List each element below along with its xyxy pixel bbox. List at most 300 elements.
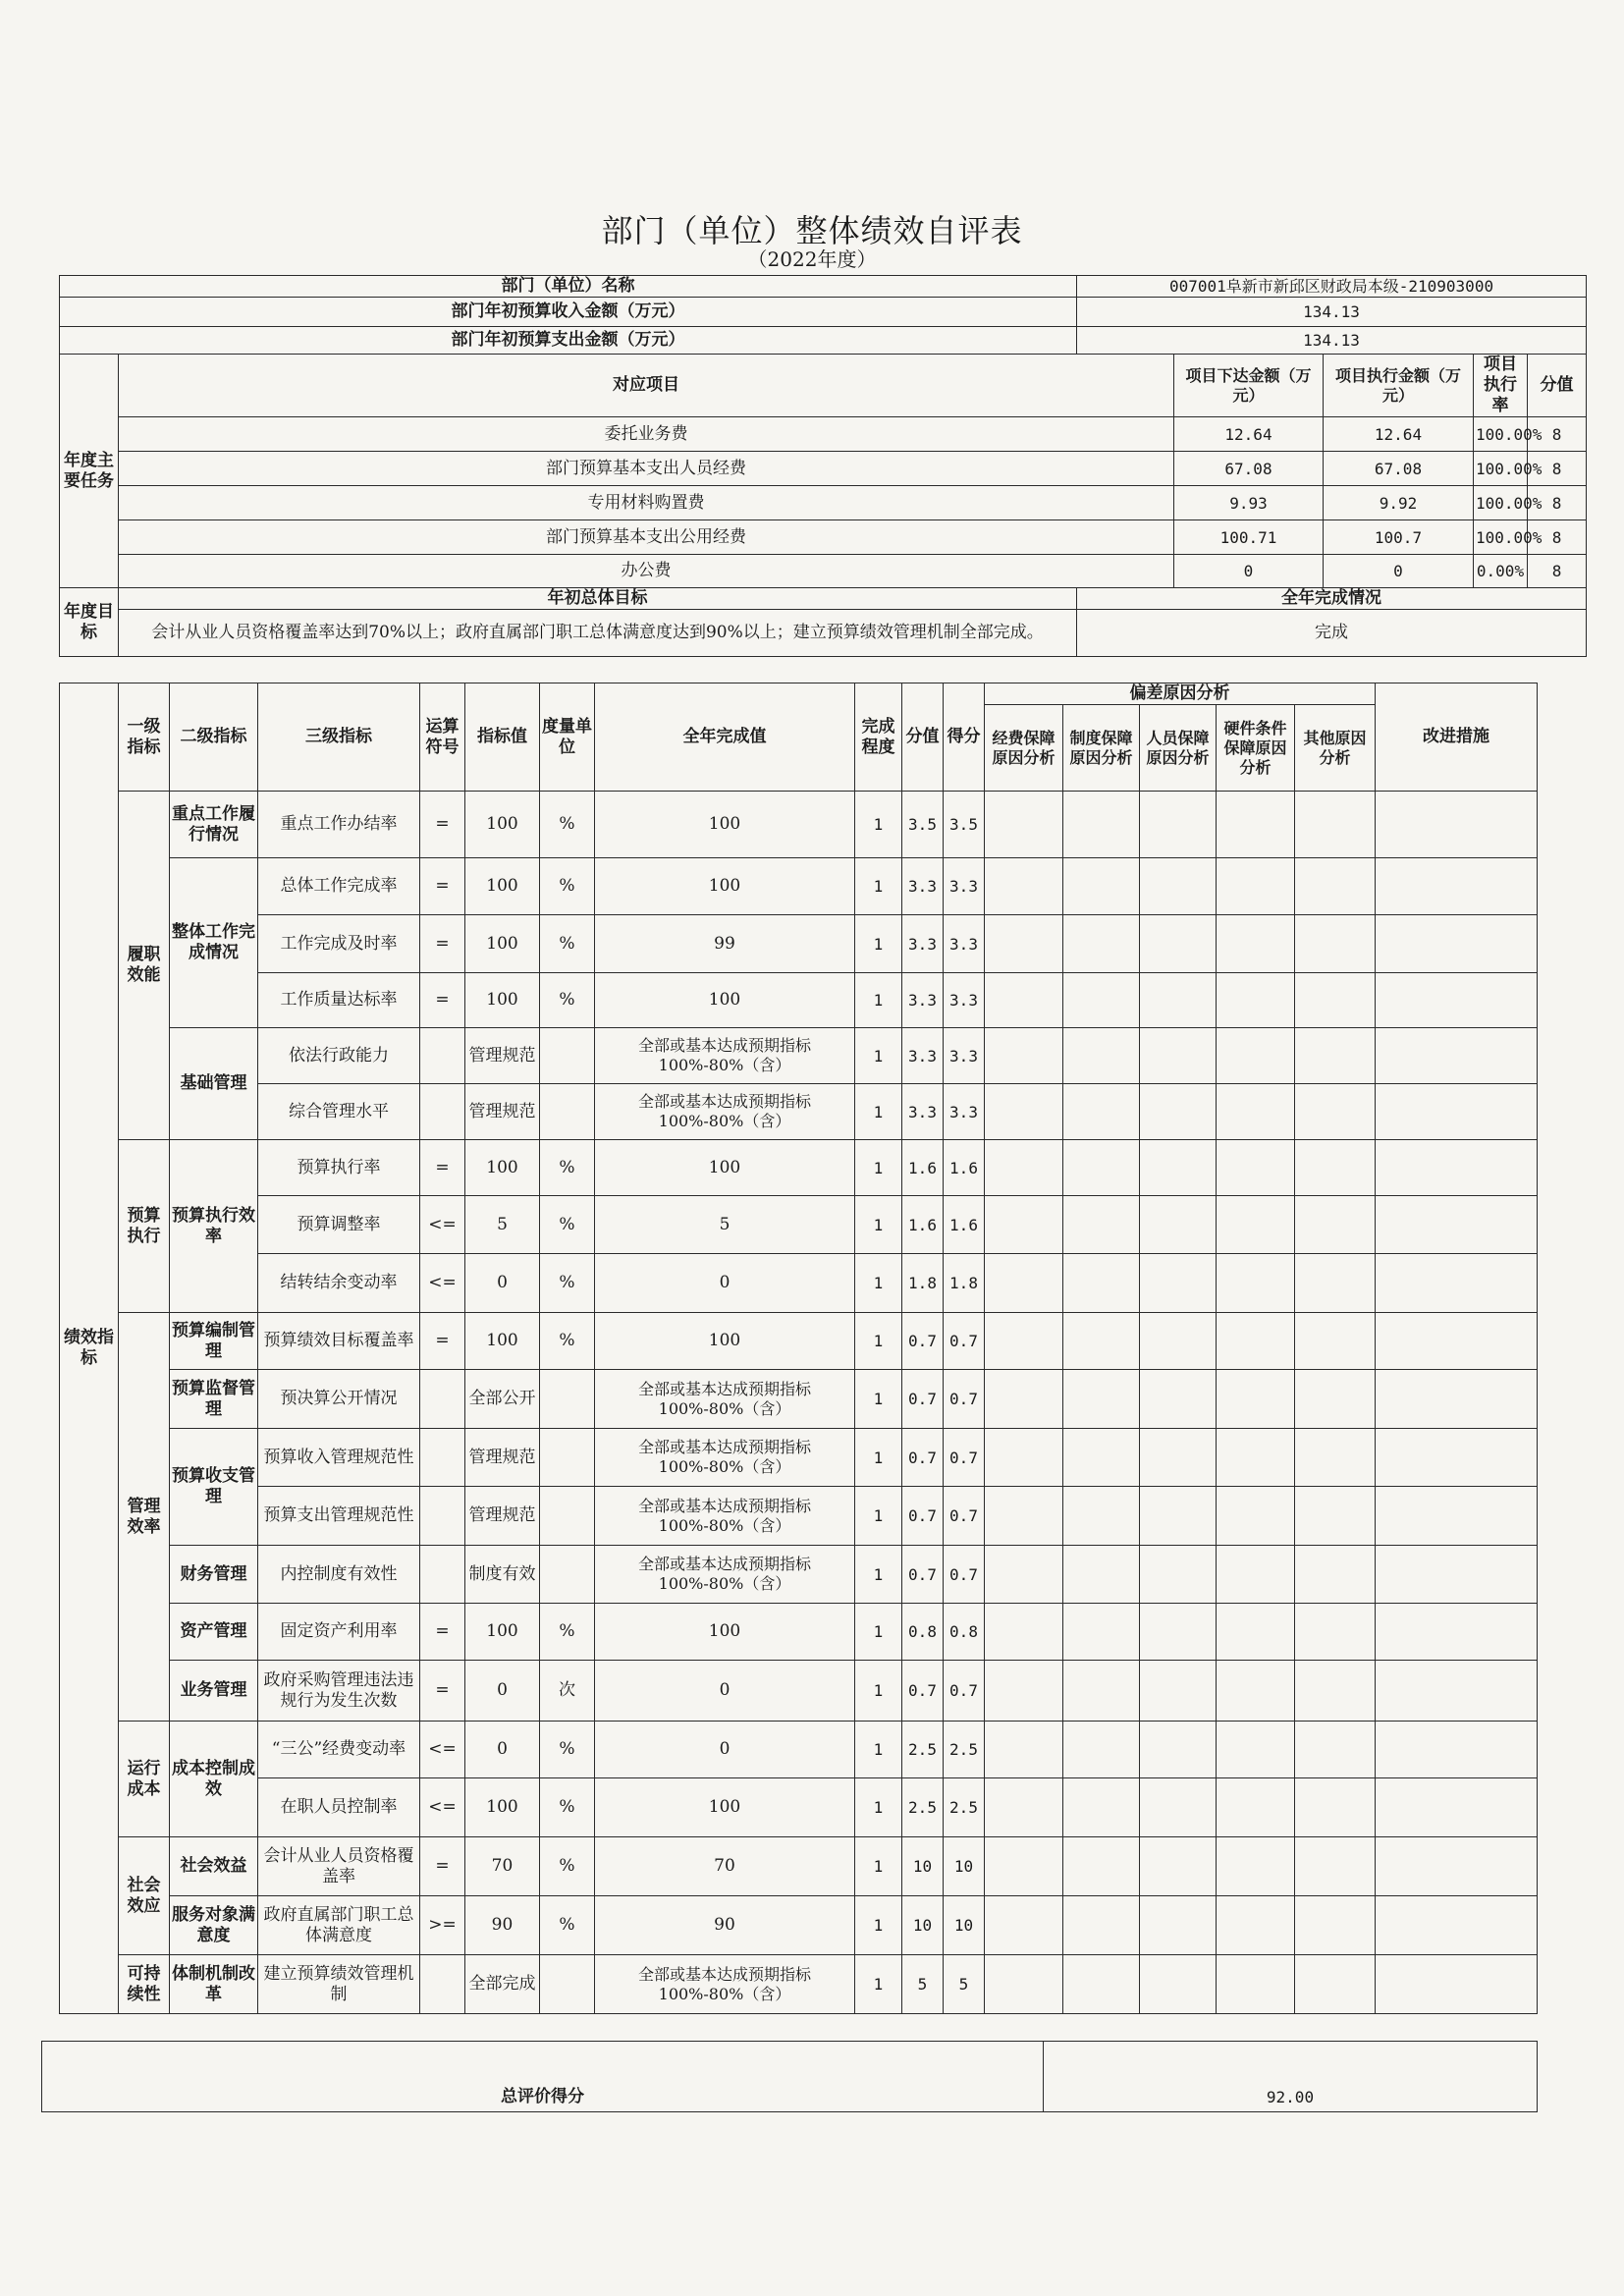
goals-section-label: 年度目标 (60, 588, 119, 657)
target-cell: 0 (465, 1722, 540, 1778)
empty-cell (1063, 1778, 1140, 1837)
empty-cell (1217, 858, 1295, 915)
empty-cell (1063, 1140, 1140, 1196)
target-cell: 管理规范 (465, 1028, 540, 1084)
table-row (60, 858, 1538, 915)
operator-cell (420, 1429, 465, 1487)
empty-cell (1063, 915, 1140, 973)
target-cell: 100 (465, 1313, 540, 1370)
income-value: 134.13 (1077, 298, 1587, 327)
level3-cell: 重点工作办结率 (258, 792, 420, 858)
unit-cell: % (540, 973, 595, 1028)
degree-cell: 1 (855, 1196, 902, 1254)
points-cell: 1.8 (902, 1254, 944, 1313)
col-hardware-reason: 硬件条件保障原因分析 (1217, 705, 1295, 792)
goal-header: 年初总体目标 (119, 588, 1077, 610)
col-degree: 完成程度 (855, 683, 902, 792)
table-row (60, 1028, 1538, 1084)
empty-cell (1376, 1370, 1538, 1429)
empty-cell (1295, 1661, 1376, 1722)
empty-cell (1376, 1546, 1538, 1604)
task-allocated: 12.64 (1174, 417, 1324, 452)
empty-cell (985, 1140, 1063, 1196)
unit-cell: % (540, 1604, 595, 1661)
expense-value: 134.13 (1077, 327, 1587, 355)
score-cell: 0.8 (944, 1604, 985, 1661)
target-cell: 制度有效 (465, 1546, 540, 1604)
points-cell: 0.7 (902, 1487, 944, 1546)
empty-cell (1376, 1487, 1538, 1546)
empty-cell (985, 1254, 1063, 1313)
operator-cell: = (420, 792, 465, 858)
total-table (41, 2041, 1538, 2112)
score-cell: 0.7 (944, 1546, 985, 1604)
unit-cell: 次 (540, 1661, 595, 1722)
empty-cell (1063, 1661, 1140, 1722)
unit-cell: % (540, 1196, 595, 1254)
degree-cell: 1 (855, 1313, 902, 1370)
level3-cell: 在职人员控制率 (258, 1778, 420, 1837)
level1-cell: 社会效应 (119, 1837, 170, 1955)
indicators-table (59, 683, 1538, 2014)
level3-cell: 综合管理水平 (258, 1084, 420, 1140)
operator-cell: = (420, 1661, 465, 1722)
empty-cell (1140, 1837, 1217, 1896)
empty-cell (985, 1896, 1063, 1955)
operator-cell: <= (420, 1778, 465, 1837)
operator-cell: = (420, 973, 465, 1028)
col-points: 分值 (902, 683, 944, 792)
empty-cell (985, 1661, 1063, 1722)
empty-cell (1217, 973, 1295, 1028)
operator-cell: = (420, 915, 465, 973)
operator-cell: >= (420, 1896, 465, 1955)
score-cell: 1.6 (944, 1140, 985, 1196)
points-cell: 3.3 (902, 1084, 944, 1140)
degree-cell: 1 (855, 858, 902, 915)
unit-cell: % (540, 1254, 595, 1313)
score-cell: 10 (944, 1837, 985, 1896)
actual-cell: 0 (595, 1722, 855, 1778)
empty-cell (985, 1084, 1063, 1140)
col-other-reason: 其他原因分析 (1295, 705, 1376, 792)
target-cell: 全部完成 (465, 1955, 540, 2014)
empty-cell (1063, 1722, 1140, 1778)
table-row (60, 1722, 1538, 1778)
actual-cell: 100 (595, 1313, 855, 1370)
task-name: 办公费 (119, 555, 1174, 588)
points-cell: 3.3 (902, 973, 944, 1028)
actual-cell: 全部或基本达成预期指标100%-80%（含） (595, 1370, 855, 1429)
unit-cell (540, 1487, 595, 1546)
empty-cell (1217, 1196, 1295, 1254)
target-cell: 100 (465, 973, 540, 1028)
col-operator: 运算符号 (420, 683, 465, 792)
target-cell: 全部公开 (465, 1370, 540, 1429)
empty-cell (1140, 1196, 1217, 1254)
empty-cell (1217, 1028, 1295, 1084)
empty-cell (1295, 973, 1376, 1028)
target-cell: 100 (465, 915, 540, 973)
level2-cell: 财务管理 (170, 1546, 258, 1604)
degree-cell: 1 (855, 1254, 902, 1313)
degree-cell: 1 (855, 1604, 902, 1661)
tasks-col-executed: 项目执行金额（万元） (1324, 355, 1474, 417)
empty-cell (1140, 1487, 1217, 1546)
level3-cell: 内控制度有效性 (258, 1546, 420, 1604)
empty-cell (1295, 858, 1376, 915)
actual-cell: 100 (595, 973, 855, 1028)
empty-cell (1295, 1429, 1376, 1487)
task-allocated: 0 (1174, 555, 1324, 588)
points-cell: 0.8 (902, 1604, 944, 1661)
empty-cell (985, 792, 1063, 858)
empty-cell (1217, 1084, 1295, 1140)
col-system-reason: 制度保障原因分析 (1063, 705, 1140, 792)
empty-cell (1140, 915, 1217, 973)
task-name: 委托业务费 (119, 417, 1174, 452)
empty-cell (1376, 1140, 1538, 1196)
level1-cell: 预算执行 (119, 1140, 170, 1313)
empty-cell (1295, 1196, 1376, 1254)
empty-cell (985, 1604, 1063, 1661)
empty-cell (1140, 858, 1217, 915)
level2-cell: 整体工作完成情况 (170, 858, 258, 1028)
degree-cell: 1 (855, 1896, 902, 1955)
table-row (60, 1084, 1538, 1140)
operator-cell: = (420, 1837, 465, 1896)
task-rate: 100.00% (1474, 486, 1528, 520)
task-executed: 12.64 (1324, 417, 1474, 452)
task-allocated: 9.93 (1174, 486, 1324, 520)
empty-cell (985, 1028, 1063, 1084)
empty-cell (1063, 1370, 1140, 1429)
score-cell: 0.7 (944, 1313, 985, 1370)
empty-cell (1217, 1661, 1295, 1722)
empty-cell (1140, 1604, 1217, 1661)
score-cell: 3.5 (944, 792, 985, 858)
empty-cell (1063, 1896, 1140, 1955)
indicators-section-label: 绩效指标 (60, 683, 119, 2014)
level2-cell: 预算编制管理 (170, 1313, 258, 1370)
task-allocated: 67.08 (1174, 452, 1324, 486)
empty-cell (1140, 1546, 1217, 1604)
page-subtitle: （2022年度） (747, 247, 877, 271)
level2-cell: 基础管理 (170, 1028, 258, 1140)
empty-cell (985, 1370, 1063, 1429)
empty-cell (1140, 1084, 1217, 1140)
points-cell: 0.7 (902, 1429, 944, 1487)
actual-cell: 100 (595, 1604, 855, 1661)
target-cell: 5 (465, 1196, 540, 1254)
table-row (60, 1661, 1538, 1722)
empty-cell (1295, 1313, 1376, 1370)
empty-cell (1063, 858, 1140, 915)
unit-cell: % (540, 915, 595, 973)
degree-cell: 1 (855, 1370, 902, 1429)
empty-cell (1217, 1722, 1295, 1778)
unit-label: 部门（单位）名称 (60, 276, 1077, 298)
operator-cell (420, 1084, 465, 1140)
empty-cell (1217, 1546, 1295, 1604)
unit-cell: % (540, 1837, 595, 1896)
unit-cell: % (540, 1722, 595, 1778)
operator-cell: = (420, 858, 465, 915)
empty-cell (1376, 1896, 1538, 1955)
empty-cell (1217, 792, 1295, 858)
empty-cell (1140, 973, 1217, 1028)
empty-cell (1295, 1955, 1376, 2014)
level1-cell: 履职效能 (119, 792, 170, 1140)
degree-cell: 1 (855, 973, 902, 1028)
score-cell: 0.7 (944, 1370, 985, 1429)
col-improvement: 改进措施 (1376, 683, 1538, 792)
empty-cell (1217, 1604, 1295, 1661)
target-cell: 管理规范 (465, 1487, 540, 1546)
level3-cell: 政府直属部门职工总体满意度 (258, 1896, 420, 1955)
empty-cell (1295, 1487, 1376, 1546)
completion-header: 全年完成情况 (1077, 588, 1587, 610)
actual-cell: 全部或基本达成预期指标100%-80%（含） (595, 1546, 855, 1604)
level3-cell: 总体工作完成率 (258, 858, 420, 915)
empty-cell (1376, 1429, 1538, 1487)
actual-cell: 100 (595, 1778, 855, 1837)
points-cell: 5 (902, 1955, 944, 2014)
level2-cell: 成本控制成效 (170, 1722, 258, 1837)
tasks-col-rate: 项目执行率 (1474, 355, 1528, 417)
empty-cell (1295, 1896, 1376, 1955)
col-staff-reason: 人员保障原因分析 (1140, 705, 1217, 792)
col-score: 得分 (944, 683, 985, 792)
empty-cell (1063, 1028, 1140, 1084)
col-funding-reason: 经费保障原因分析 (985, 705, 1063, 792)
score-cell: 3.3 (944, 1084, 985, 1140)
level3-cell: “三公”经费变动率 (258, 1722, 420, 1778)
operator-cell (420, 1955, 465, 2014)
target-cell: 0 (465, 1661, 540, 1722)
points-cell: 10 (902, 1896, 944, 1955)
empty-cell (985, 1837, 1063, 1896)
level1-cell: 管理效率 (119, 1313, 170, 1722)
empty-cell (1376, 1722, 1538, 1778)
table-row (60, 1896, 1538, 1955)
level3-cell: 政府采购管理违法违规行为发生次数 (258, 1661, 420, 1722)
target-cell: 90 (465, 1896, 540, 1955)
empty-cell (1140, 1661, 1217, 1722)
empty-cell (1063, 1546, 1140, 1604)
operator-cell (420, 1546, 465, 1604)
actual-cell: 全部或基本达成预期指标100%-80%（含） (595, 1084, 855, 1140)
actual-cell: 100 (595, 858, 855, 915)
empty-cell (1295, 1778, 1376, 1837)
score-cell: 1.8 (944, 1254, 985, 1313)
col-actual: 全年完成值 (595, 683, 855, 792)
tasks-col-project: 对应项目 (119, 355, 1174, 417)
target-cell: 100 (465, 858, 540, 915)
empty-cell (1063, 1955, 1140, 2014)
empty-cell (1140, 1370, 1217, 1429)
empty-cell (1376, 1084, 1538, 1140)
empty-cell (1140, 1778, 1217, 1837)
table-row (60, 973, 1538, 1028)
degree-cell: 1 (855, 1778, 902, 1837)
target-cell: 70 (465, 1837, 540, 1896)
level3-cell: 依法行政能力 (258, 1028, 420, 1084)
task-points: 8 (1528, 486, 1587, 520)
empty-cell (985, 1313, 1063, 1370)
empty-cell (985, 915, 1063, 973)
degree-cell: 1 (855, 1661, 902, 1722)
empty-cell (1140, 1429, 1217, 1487)
degree-cell: 1 (855, 915, 902, 973)
target-cell: 100 (465, 1140, 540, 1196)
empty-cell (1295, 1604, 1376, 1661)
operator-cell: = (420, 1140, 465, 1196)
score-cell: 2.5 (944, 1722, 985, 1778)
task-allocated: 100.71 (1174, 520, 1324, 555)
points-cell: 3.3 (902, 858, 944, 915)
table-row (60, 1429, 1538, 1487)
task-points: 8 (1528, 452, 1587, 486)
table-row (60, 1955, 1538, 2014)
level3-cell: 预算收入管理规范性 (258, 1429, 420, 1487)
level2-cell: 体制机制改革 (170, 1955, 258, 2014)
empty-cell (1063, 792, 1140, 858)
tasks-col-points: 分值 (1528, 355, 1587, 417)
empty-cell (1217, 1487, 1295, 1546)
table-row (60, 1778, 1538, 1837)
actual-cell: 100 (595, 1140, 855, 1196)
task-executed: 67.08 (1324, 452, 1474, 486)
degree-cell: 1 (855, 1722, 902, 1778)
empty-cell (1217, 1370, 1295, 1429)
unit-cell (540, 1084, 595, 1140)
operator-cell: <= (420, 1254, 465, 1313)
empty-cell (1063, 1837, 1140, 1896)
unit-cell: % (540, 1140, 595, 1196)
empty-cell (1217, 1955, 1295, 2014)
empty-cell (1063, 1254, 1140, 1313)
task-executed: 100.7 (1324, 520, 1474, 555)
empty-cell (1376, 1254, 1538, 1313)
empty-cell (1295, 1546, 1376, 1604)
level2-cell: 预算监督管理 (170, 1370, 258, 1429)
unit-cell (540, 1370, 595, 1429)
score-cell: 3.3 (944, 1028, 985, 1084)
empty-cell (1295, 1028, 1376, 1084)
operator-cell (420, 1370, 465, 1429)
task-points: 8 (1528, 555, 1587, 588)
empty-cell (985, 1955, 1063, 2014)
col-unit: 度量单位 (540, 683, 595, 792)
degree-cell: 1 (855, 1487, 902, 1546)
total-value: 92.00 (1044, 2042, 1538, 2112)
empty-cell (1217, 1140, 1295, 1196)
empty-cell (1376, 1661, 1538, 1722)
actual-cell: 全部或基本达成预期指标100%-80%（含） (595, 1955, 855, 2014)
score-cell: 2.5 (944, 1778, 985, 1837)
total-label: 总评价得分 (42, 2042, 1044, 2112)
degree-cell: 1 (855, 792, 902, 858)
actual-cell: 5 (595, 1196, 855, 1254)
empty-cell (1063, 1604, 1140, 1661)
target-cell: 100 (465, 792, 540, 858)
unit-cell (540, 1028, 595, 1084)
points-cell: 10 (902, 1837, 944, 1896)
points-cell: 0.7 (902, 1313, 944, 1370)
table-row (60, 1487, 1538, 1546)
empty-cell (1140, 1955, 1217, 2014)
empty-cell (1376, 1955, 1538, 2014)
table-row (60, 1254, 1538, 1313)
level1-cell: 运行成本 (119, 1722, 170, 1837)
empty-cell (1063, 1084, 1140, 1140)
points-cell: 3.3 (902, 915, 944, 973)
score-cell: 0.7 (944, 1661, 985, 1722)
level2-cell: 资产管理 (170, 1604, 258, 1661)
points-cell: 3.5 (902, 792, 944, 858)
task-row (60, 486, 1587, 520)
empty-cell (1295, 1084, 1376, 1140)
task-row (60, 452, 1587, 486)
points-cell: 0.7 (902, 1546, 944, 1604)
operator-cell: = (420, 1604, 465, 1661)
empty-cell (1217, 1778, 1295, 1837)
unit-value: 007001阜新市新邱区财政局本级-210903000 (1077, 276, 1587, 298)
empty-cell (1217, 1313, 1295, 1370)
empty-cell (1376, 915, 1538, 973)
actual-cell: 全部或基本达成预期指标100%-80%（含） (595, 1487, 855, 1546)
empty-cell (985, 1778, 1063, 1837)
points-cell: 2.5 (902, 1778, 944, 1837)
actual-cell: 99 (595, 915, 855, 973)
degree-cell: 1 (855, 1837, 902, 1896)
empty-cell (1063, 1196, 1140, 1254)
empty-cell (1295, 1370, 1376, 1429)
unit-cell: % (540, 1313, 595, 1370)
points-cell: 3.3 (902, 1028, 944, 1084)
unit-cell (540, 1429, 595, 1487)
points-cell: 0.7 (902, 1370, 944, 1429)
empty-cell (1295, 1140, 1376, 1196)
income-label: 部门年初预算收入金额（万元） (60, 298, 1077, 327)
level3-cell: 预算绩效目标覆盖率 (258, 1313, 420, 1370)
level3-cell: 固定资产利用率 (258, 1604, 420, 1661)
task-points: 8 (1528, 417, 1587, 452)
level3-cell: 预算执行率 (258, 1140, 420, 1196)
empty-cell (1376, 858, 1538, 915)
empty-cell (1376, 792, 1538, 858)
empty-cell (1376, 973, 1538, 1028)
score-cell: 0.7 (944, 1487, 985, 1546)
operator-cell (420, 1487, 465, 1546)
target-cell: 管理规范 (465, 1084, 540, 1140)
empty-cell (985, 1196, 1063, 1254)
level2-cell: 重点工作履行情况 (170, 792, 258, 858)
level3-cell: 预算调整率 (258, 1196, 420, 1254)
unit-cell: % (540, 1896, 595, 1955)
level3-cell: 工作质量达标率 (258, 973, 420, 1028)
degree-cell: 1 (855, 1429, 902, 1487)
task-name: 专用材料购置费 (119, 486, 1174, 520)
table-row (60, 1196, 1538, 1254)
empty-cell (1376, 1837, 1538, 1896)
degree-cell: 1 (855, 1546, 902, 1604)
col-level1: 一级指标 (119, 683, 170, 792)
empty-cell (985, 1487, 1063, 1546)
level1-cell: 可持续性 (119, 1955, 170, 2014)
empty-cell (1217, 915, 1295, 973)
